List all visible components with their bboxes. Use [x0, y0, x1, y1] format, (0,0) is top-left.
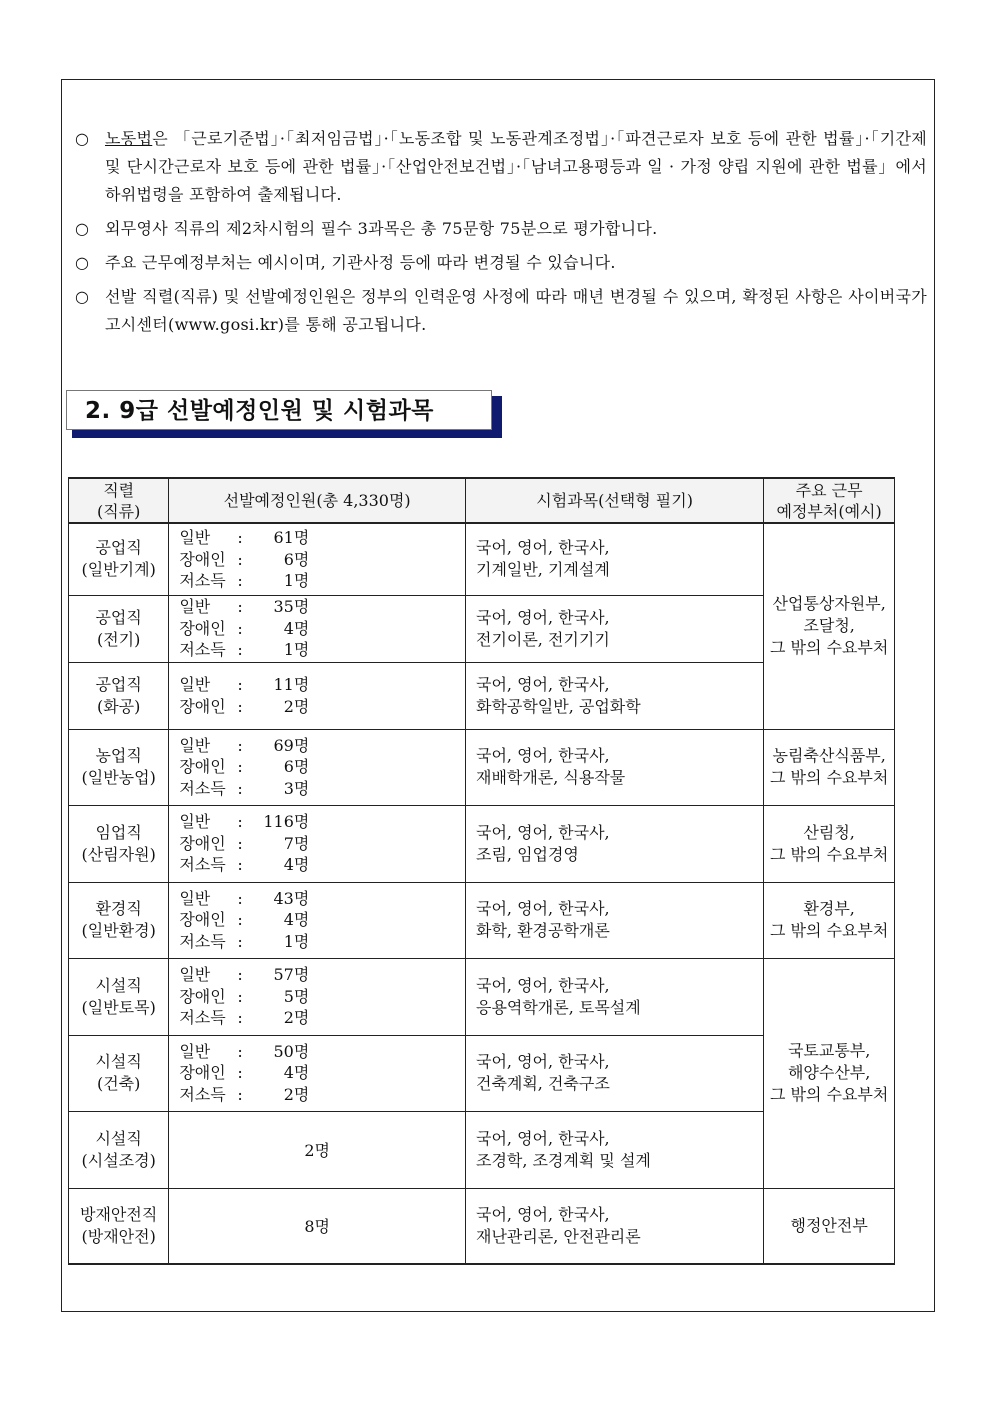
series-cell: 임업직 (산림자원) — [69, 805, 169, 882]
ministry-cell: 국토교통부, 해양수산부, 그 밖의 수요부처 — [764, 958, 895, 1188]
header-quota: 선발예정인원(총 4,330명) — [169, 478, 466, 523]
quota-cell: 일반 : 61명 장애인 : 6명 저소득 : 1명 — [169, 523, 466, 595]
subjects-cell: 국어, 영어, 한국사, 화학, 환경공학개론 — [465, 882, 763, 958]
series-cell: 시설직 (건축) — [69, 1035, 169, 1111]
notes-list — [75, 125, 927, 345]
table-row — [69, 805, 895, 882]
note-item — [75, 249, 927, 277]
series-cell: 시설직 (시설조경) — [69, 1111, 169, 1188]
note-item — [75, 215, 927, 243]
note-text: 은 「근로기준법」·「최저임금법」·「노동조합 및 노동관계조정법」·「파견근로자 보호 등에 관한 법률」·「기간제 및 단시간근로자 보호 등에 관한 법률」·「산업안전보건법」·「남녀고용평등과 일 · 가정 양립 지원에 관한 법률」에서 하위법령을 포함하여 출제됩니다. — [105, 129, 927, 204]
section-heading — [66, 390, 502, 438]
ministry-cell: 환경부, 그 밖의 수요부처 — [764, 882, 895, 958]
note-item — [75, 283, 927, 339]
note-text: 외무영사 직류의 제2차시험의 필수 3과목은 총 75문항 75분으로 평가합니다. — [105, 219, 658, 238]
bullet-mark: ○ — [75, 287, 90, 306]
header-ministry: 주요 근무 예정부처(예시) — [764, 478, 895, 523]
note-text: 주요 근무예정부처는 예시이며, 기관사정 등에 따라 변경될 수 있습니다. — [105, 253, 616, 272]
header-series: 직렬 (직류) — [69, 478, 169, 523]
table-row — [69, 882, 895, 958]
quota-cell: 일반 : 116명 장애인 : 7명 저소득 : 4명 — [169, 805, 466, 882]
section-title: 2. 9급 선발예정인원 및 시험과목 — [66, 390, 492, 430]
table-row — [69, 958, 895, 1035]
bullet-mark: ○ — [75, 129, 90, 148]
series-cell: 방재안전직 (방재안전) — [69, 1188, 169, 1264]
table-header-row — [69, 478, 895, 523]
ministry-cell: 산림청, 그 밖의 수요부처 — [764, 805, 895, 882]
subjects-cell: 국어, 영어, 한국사, 기계일반, 기계설계 — [465, 523, 763, 595]
quota-cell: 일반 : 43명 장애인 : 4명 저소득 : 1명 — [169, 882, 466, 958]
quota-cell: 일반 : 50명 장애인 : 4명 저소득 : 2명 — [169, 1035, 466, 1111]
subjects-cell: 국어, 영어, 한국사, 재난관리론, 안전관리론 — [465, 1188, 763, 1264]
quota-cell: 8명 — [169, 1188, 466, 1264]
subjects-cell: 국어, 영어, 한국사, 응용역학개론, 토목설계 — [465, 958, 763, 1035]
series-cell: 공업직 (전기) — [69, 595, 169, 662]
series-cell: 공업직 (화공) — [69, 662, 169, 729]
ministry-cell: 농림축산식품부, 그 밖의 수요부처 — [764, 729, 895, 805]
series-cell: 공업직 (일반기계) — [69, 523, 169, 595]
ministry-cell: 산업통상자원부, 조달청, 그 밖의 수요부처 — [764, 523, 895, 729]
subjects-cell: 국어, 영어, 한국사, 조경학, 조경계획 및 설계 — [465, 1111, 763, 1188]
subjects-cell: 국어, 영어, 한국사, 전기이론, 전기기기 — [465, 595, 763, 662]
subjects-cell: 국어, 영어, 한국사, 건축계획, 건축구조 — [465, 1035, 763, 1111]
series-cell: 환경직 (일반환경) — [69, 882, 169, 958]
subjects-cell: 국어, 영어, 한국사, 조림, 임업경영 — [465, 805, 763, 882]
quota-table — [68, 477, 895, 1265]
subjects-cell: 국어, 영어, 한국사, 화학공학일반, 공업화학 — [465, 662, 763, 729]
quota-cell: 일반 : 35명 장애인 : 4명 저소득 : 1명 — [169, 595, 466, 662]
subjects-cell: 국어, 영어, 한국사, 재배학개론, 식용작물 — [465, 729, 763, 805]
bullet-mark: ○ — [75, 219, 90, 238]
bullet-mark: ○ — [75, 253, 90, 272]
table-row — [69, 729, 895, 805]
table-row — [69, 523, 895, 595]
header-subjects: 시험과목(선택형 필기) — [465, 478, 763, 523]
series-cell: 시설직 (일반토목) — [69, 958, 169, 1035]
table-row — [69, 1188, 895, 1264]
quota-cell: 2명 — [169, 1111, 466, 1188]
ministry-cell: 행정안전부 — [764, 1188, 895, 1264]
note-text: 선발 직렬(직류) 및 선발예정인원은 정부의 인력운영 사정에 따라 매년 변경될 수 있으며, 확정된 사항은 사이버국가고시센터(www.gosi.kr)를 통해 공고됩니다. — [105, 287, 927, 334]
series-cell: 농업직 (일반농업) — [69, 729, 169, 805]
note-lead: 노동법 — [105, 129, 153, 148]
quota-cell: 일반 : 69명 장애인 : 6명 저소득 : 3명 — [169, 729, 466, 805]
note-item — [75, 125, 927, 209]
quota-cell: 일반 : 11명 장애인 : 2명 — [169, 662, 466, 729]
quota-cell: 일반 : 57명 장애인 : 5명 저소득 : 2명 — [169, 958, 466, 1035]
